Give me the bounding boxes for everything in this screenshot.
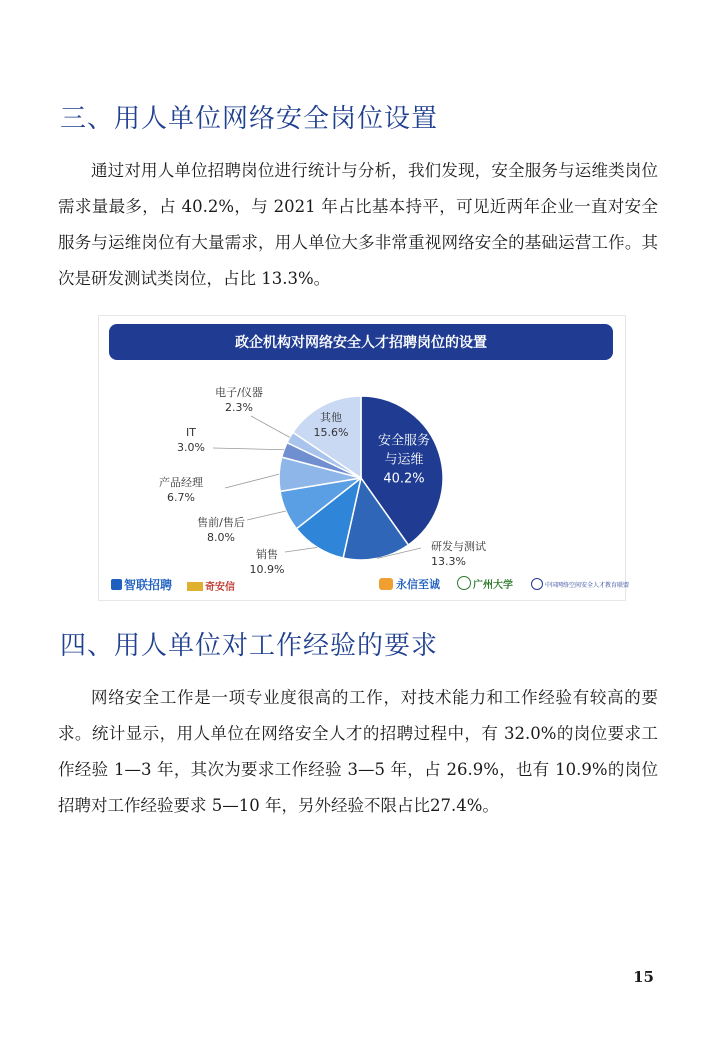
yongxin-icon	[379, 578, 393, 590]
slice-label: 研发与测试	[431, 540, 486, 553]
slice-label: 安全服务与运维	[377, 433, 430, 468]
slice-value-label: 3.0%	[177, 441, 205, 454]
slice-label: 销售	[256, 548, 278, 561]
pie-chart-panel	[98, 315, 630, 601]
slice-value-label: 10.9%	[249, 563, 285, 576]
qianxin-logo: 奇安信	[187, 578, 235, 593]
slice-label: 产品经理	[159, 476, 203, 489]
chart-title: 政企机构对网络安全人才招聘岗位的设置	[109, 324, 613, 360]
yongxin-logo: 永信至诚	[379, 576, 440, 592]
gzhu-logo: 广州大学	[457, 576, 513, 591]
slice-value-label: 2.3%	[225, 401, 253, 414]
page-number: 15	[633, 968, 654, 986]
leader-line	[251, 416, 290, 437]
slice-value-label: 13.3%	[431, 555, 466, 568]
zhilian-logo: 智联招聘	[111, 576, 172, 593]
section3-paragraph: 通过对用人单位招聘岗位进行统计与分析，我们发现，安全服务与运维类岗位需求量最多，占 40.2%，与 2021 年占比基本持平，可见近两年企业一直对安全服务与运维岗位有大量需求，用人单位大多非常重视网络安全的基础运营工作。其次是研发测试类岗位，占比 13.3%。	[58, 161, 658, 288]
zhilian-icon	[111, 579, 122, 590]
qianxin-icon	[187, 582, 203, 591]
slice-value-label: 15.6%	[313, 426, 349, 439]
section3-heading: 三、用人单位网络安全岗位设置	[60, 104, 439, 134]
alliance-icon	[531, 578, 543, 590]
slice-value-label: 6.7%	[167, 491, 195, 504]
leader-line	[213, 448, 284, 450]
slice-label: 电子/仪器	[215, 386, 263, 399]
slice-value-label: 40.2%	[383, 471, 425, 487]
section4-paragraph: 网络安全工作是一项专业度很高的工作，对技术能力和工作经验有较高的要求。统计显示，用人单位在网络安全人才的招聘过程中，有 32.0%的岗位要求工作经验 1—3 年，其次为要求工作经验 3—5 年，占 26.9%，也有 10.9%的岗位招聘对工作经验要求 5—10 年，另外经验不限占比27.4%。	[58, 688, 658, 815]
leader-line	[285, 547, 317, 552]
slice-label: IT	[186, 426, 196, 439]
slice-label: 其他	[320, 411, 342, 424]
alliance-logo: 中国网络空间安全人才教育联盟	[531, 578, 629, 590]
slice-value-label: 8.0%	[207, 531, 235, 544]
slice-label: 售前/售后	[197, 516, 245, 529]
pie-chart	[99, 316, 625, 600]
gzhu-icon	[457, 576, 471, 590]
leader-line	[225, 474, 279, 488]
leader-line	[247, 511, 286, 520]
section4-heading: 四、用人单位对工作经验的要求	[60, 631, 439, 661]
